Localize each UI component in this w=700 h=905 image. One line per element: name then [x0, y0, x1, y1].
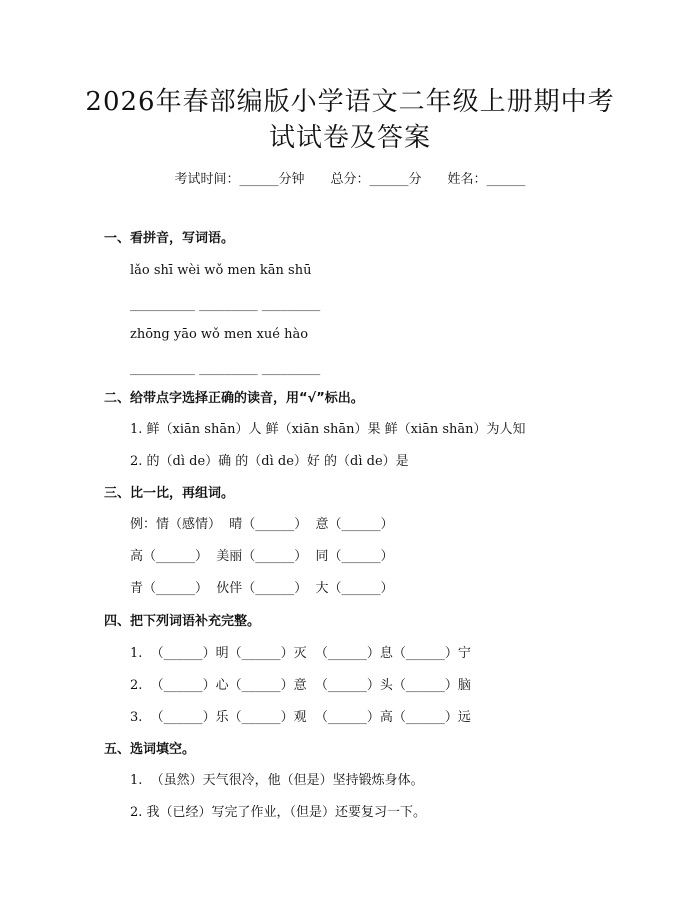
row-4-3: 3. （______）乐（______）观 （______）高（______）远 — [130, 710, 471, 725]
pinyin-line-2: zhōng yāo wǒ men xué hào — [130, 327, 309, 342]
row-3-1: 例：情（感情） 晴（______） 意（______） — [130, 517, 394, 532]
blank-line-2: __________ _________ _________ — [130, 361, 321, 376]
pinyin-line-1: lǎo shī wèi wǒ men kān shū — [130, 263, 312, 278]
section-3-heading: 三、比一比，再组词。 — [104, 486, 235, 501]
row-4-2: 2. （______）心（______）意 （______）头（______）脑 — [130, 678, 471, 693]
section-1-heading: 一、看拼音，写词语。 — [104, 231, 235, 246]
section-5-heading: 五、选词填空。 — [104, 742, 196, 757]
question-2-2: 2. 的（dì de）确 的（dì de）好 的（dì de）是 — [130, 454, 409, 469]
title-line-1: 2026年春部编版小学语文二年级上册期中考 — [85, 87, 615, 117]
question-5-1: 1. （虽然）天气很冷，他（但是）坚持锻炼身体。 — [130, 773, 424, 788]
title-line-2: 试试卷及答案 — [268, 123, 431, 153]
row-3-2: 高（______） 美丽（______） 同（______） — [130, 549, 394, 564]
question-2-1: 1. 鲜（xiān shān）人 鲜（xiān shān）果 鲜（xiān shān）为人知 — [130, 422, 526, 437]
section-4-heading: 四、把下列词语补充完整。 — [104, 614, 261, 629]
row-4-1: 1. （______）明（______）灭 （______）息（______）宁 — [130, 646, 471, 661]
question-5-2: 2. 我（已经）写完了作业，（但是）还要复习一下。 — [130, 805, 427, 820]
exam-meta: 考试时间：______分钟 总分：______分 姓名：______ — [174, 172, 526, 187]
blank-line-1: __________ _________ _________ — [130, 297, 321, 312]
row-3-3: 青（______） 伙伴（______） 大（______） — [130, 581, 394, 596]
section-2-heading: 二、给带点字选择正确的读音，用“√”标出。 — [104, 391, 364, 406]
